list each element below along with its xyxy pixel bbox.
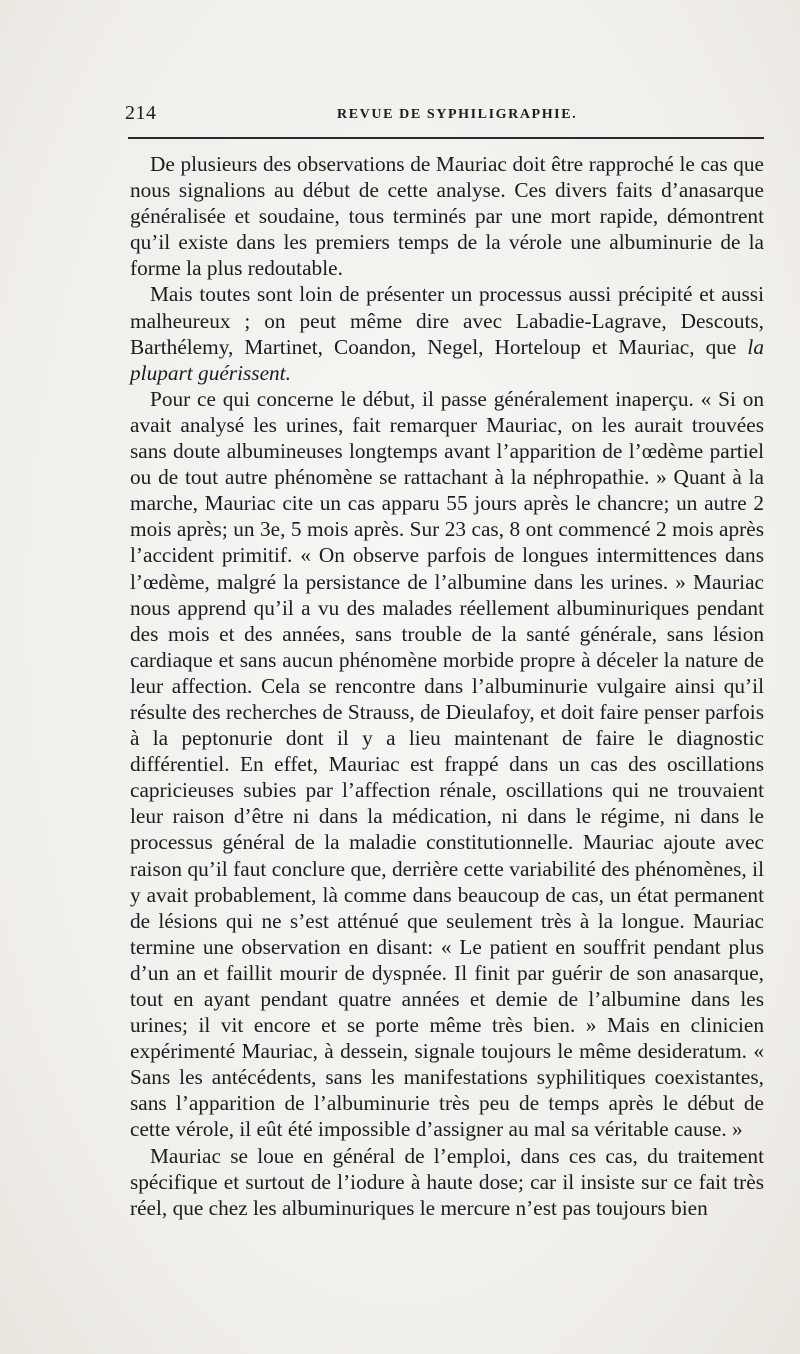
page-number: 214 (125, 102, 157, 124)
paragraph-1 (130, 151, 764, 281)
body-text (130, 151, 764, 1221)
paragraph-3-text: Pour ce qui concerne le début, il passe généralement inaperçu. « Si on avait analysé les urines, fait remarquer Mauriac, on les aurait trouvées sans doute albumineuses longtemps avant l’apparition de l’œdème partiel ou de tout autre phénomène se rattachant à la néphropathie. » Quant à la marche, Mauriac cite un cas apparu 55 jours après le chancre; un autre 2 mois après; un 3e, 5 mois après. Sur 23 cas, 8 ont commencé 2 mois après l’accident primitif. « On observe parfois de longues intermittences dans l’œdème, malgré la persistance de l’albumine dans les urines. » Mauriac nous apprend qu’il a vu des malades réellement albuminuriques pendant des mois et des années, sans trouble de la santé générale, sans lésion cardiaque et sans aucun phénomène morbide propre à déceler la nature de leur affection. Cela se rencontre dans l’albuminurie vulgaire ainsi qu’il résulte des recherches de Strauss, de Dieulafoy, et doit faire penser parfois à la peptonurie dont il y a lieu maintenant de faire le diagnostic différentiel. En effet, Mauriac est frappé dans un cas des oscillations capricieuses subies par l’affection rénale, oscillations qui ne trouvaient leur raison d’être ni dans la médication, ni dans le régime, ni dans le processus général de la maladie constitutionnelle. Mauriac ajoute avec raison qu’il faut conclure que, derrière cette variabilité des phénomènes, il y avait probablement, là comme dans beaucoup de cas, un état permanent de lésions qui ne s’est atténué que seulement très à la longue. Mauriac termine une observation en disant: « Le patient en souffrit pendant plus d’un an et faillit mourir de dyspnée. Il finit par guérir de son anasarque, tout en ayant pendant quatre années et demie de l’albumine dans les urines; il vit encore et se porte même très bien. » Mais en clinicien expérimenté Mauriac, à dessein, signale toujours le même desideratum. « Sans les antécédents, sans les manifestations syphilitiques coexistantes, sans l’apparition de l’albuminurie très peu de temps après le début de cette vérole, il eût été impossible d’assigner au mal sa véritable cause. » (130, 386, 764, 1142)
running-head: REVUE DE SYPHILIGRAPHIE. (337, 107, 578, 122)
paragraph-2-text: Mais toutes sont loin de présenter un processus aussi précipité et aussi malheureux ; on peut même dire avec Labadie-Lagrave, Descouts, Barthélemy, Martinet, Coandon, Negel, Horteloup et Mauriac, que (130, 282, 764, 359)
paragraph-4 (130, 1143, 764, 1221)
paragraph-2-italic: la plupart guérissent. (130, 334, 764, 385)
page-header (125, 100, 765, 130)
paragraph-4-text: Mauriac se loue en général de l’emploi, dans ces cas, du traitement spécifique et surtout de l’iodure à haute dose; car il insiste sur ce fait très réel, que chez les albuminuriques le mercure n’est pas toujours bien (130, 1143, 764, 1220)
paragraph-2 (130, 281, 764, 385)
paragraph-1-text: De plusieurs des observations de Mauriac doit être rapproché le cas que nous signalions au début de cette analyse. Ces divers faits d’anasarque généralisée et soudaine, tous terminés par une mort rapide, démontrent qu’il existe dans les premiers temps de la vérole une albuminurie de la forme la plus redoutable. (130, 152, 764, 281)
paragraph-3 (130, 386, 764, 1143)
header-rule (128, 137, 764, 139)
